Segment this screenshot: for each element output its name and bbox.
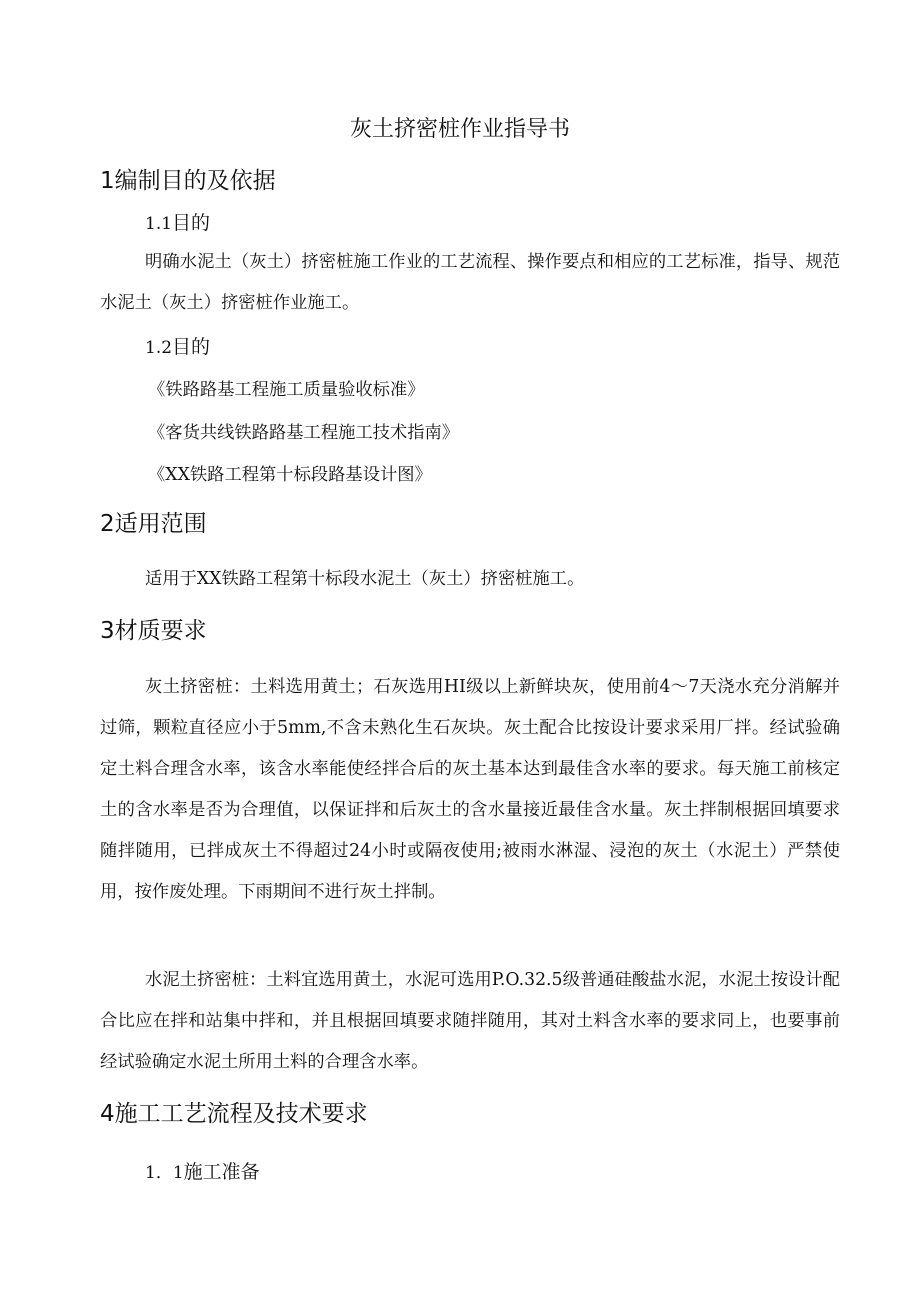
subsection-number: 1.1 <box>145 214 173 234</box>
paragraph-cement-soil-pile: 水泥土挤密桩：土料宜选用黄土，水泥可选用P.O.32.5级普通硅酸盐水泥，水泥土按设计配合比应在拌和站集中拌和，并且根据回填要求随拌随用，其对土料含水率的要求同上，也要事前经试验确定水泥土所用土料的合理含水率。 <box>100 970 840 1072</box>
section-3-heading: 3材质要求 <box>100 618 207 644</box>
section-2-heading: 2适用范围 <box>100 511 207 537</box>
subsection-number: 1.2 <box>145 338 173 358</box>
reference-item: 《XX铁路工程第十标段路基设计图》 <box>148 465 432 485</box>
subsection-number: 1．1 <box>145 1163 184 1183</box>
paragraph-purpose: 明确水泥土（灰土）挤密桩施工作业的工艺流程、操作要点和相应的工艺标准，指导、规范水泥土（灰土）挤密桩作业施工。 <box>100 252 840 313</box>
section-1-heading: 1编制目的及依据 <box>100 168 276 194</box>
subsection-text: 施工准备 <box>183 1161 260 1183</box>
subsection-1-2-heading <box>145 332 210 359</box>
reference-item: 《客货共线铁路路基工程施工技术指南》 <box>148 423 460 443</box>
section-4-heading: 4施工工艺流程及技术要求 <box>100 1101 368 1127</box>
document-title: 灰土挤密桩作业指导书 <box>349 117 570 142</box>
subsection-text: 目的 <box>172 336 211 358</box>
subsection-1-1-heading <box>145 208 210 235</box>
paragraph-scope: 适用于XX铁路工程第十标段水泥土（灰土）挤密桩施工。 <box>145 569 585 589</box>
paragraph-lime-soil-pile: 灰土挤密桩：土料选用黄土；石灰选用HI级以上新鲜块灰，使用前4～7天浇水充分消解并过筛，颗粒直径应小于5mm,不含未熟化生石灰块。灰土配合比按设计要求采用厂拌。经试验确定土料合理含水率，该含水率能使经拌合后的灰土基本达到最佳含水率的要求。每天施工前核定土的含水率是否为合理值，以保证拌和后灰土的含水量接近最佳含水量。灰土拌制根据回填要求随拌随用，已拌成灰土不得超过24小时或隔夜使用;被雨水淋湿、浸泡的灰土（水泥土）严禁使用，按作废处理。下雨期间不进行灰土拌制。 <box>100 677 840 902</box>
reference-item: 《铁路路基工程施工质量验收标准》 <box>148 380 425 400</box>
subsection-4-1-heading <box>145 1157 260 1184</box>
subsection-text: 目的 <box>172 212 211 234</box>
